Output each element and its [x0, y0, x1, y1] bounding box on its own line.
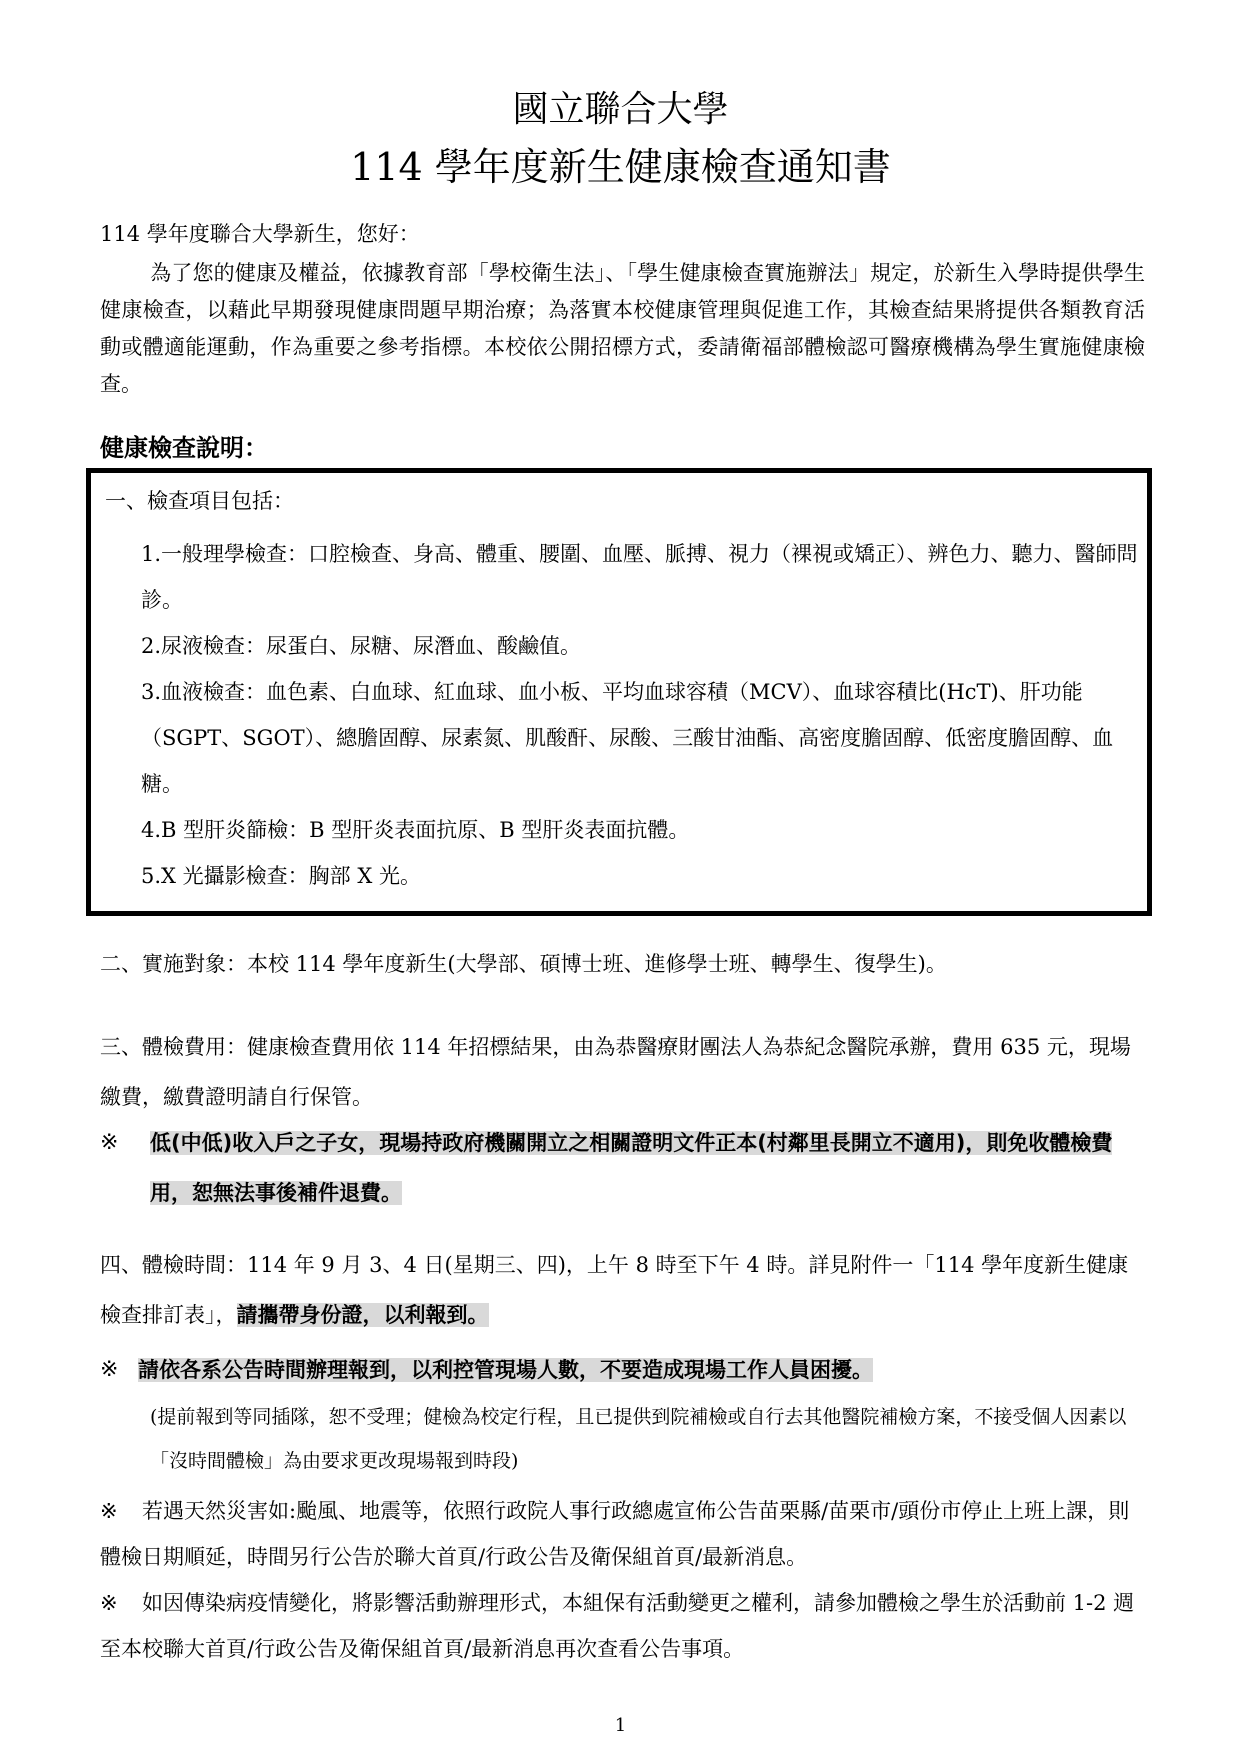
note-mark: ※	[100, 1499, 118, 1523]
exam-item-text: 血液檢查：血色素、白血球、紅血球、血小板、平均血球容積（MCV）、血球容積比(HcT)、肝功能（SGPT、SGOT）、總膽固醇、尿素氮、肌酸酐、尿酸、三酸甘油酯、高密度膽固醇、低密度膽固醇、血糖。	[141, 680, 1114, 796]
exam-item	[141, 807, 1141, 853]
note-mark: ※	[100, 1357, 119, 1382]
note-mark: ※	[100, 1591, 118, 1615]
exam-item-text: 尿液檢查：尿蛋白、尿糖、尿潛血、酸鹼值。	[161, 634, 582, 658]
intro-paragraph	[100, 255, 1145, 403]
exam-item	[141, 853, 1141, 899]
exam-item-number: 1.	[141, 542, 162, 566]
epidemic-note	[100, 1580, 1145, 1672]
intro-text: 為了您的健康及權益，依據教育部「學校衛生法」、「學生健康檢查實施辦法」規定，於新生入學時提供學生健康檢查，以藉此早期發現健康問題早期治療；為落實本校健康管理與促進工作，其檢查結果將提供各類教育活動或體適能運動，作為重要之參考指標。本校依公開招標方式，委請衛福部體檢認可醫療機構為學生實施健康檢查。	[100, 261, 1145, 396]
exam-item-text: B 型肝炎篩檢：B 型肝炎表面抗原、B 型肝炎表面抗體。	[161, 818, 690, 842]
section-time-label: 四、	[100, 1253, 142, 1277]
institution-name: 國立聯合大學	[512, 89, 729, 130]
register-note-text: 請依各系公告時間辦理報到，以利控管現場人數，不要造成現場工作人員困擾。	[138, 1358, 873, 1382]
exam-item	[141, 623, 1141, 669]
section-fee-label: 三、	[100, 1035, 142, 1059]
note-mark: ※	[100, 1130, 119, 1155]
disaster-note	[100, 1488, 1145, 1580]
exam-item-number: 4.	[141, 818, 162, 842]
register-note	[138, 1345, 1133, 1395]
exam-item-number: 2.	[141, 634, 162, 658]
page-number: 1	[614, 1715, 627, 1736]
greeting: 114 學年度聯合大學新生，您好：	[100, 222, 420, 246]
exam-item	[141, 669, 1141, 807]
register-detail: (提前報到等同插隊，恕不受理；健檢為校定行程，且已提供到院補檢或自行去其他醫院補檢方案，不接受個人因素以「沒時間體檢」為由要求更改現場報到時段)	[150, 1406, 1127, 1472]
section-fee-text: 體檢費用：健康檢查費用依 114 年招標結果，由為恭醫療財團法人為恭紀念醫院承辦，費用 635 元，現場繳費，繳費證明請自行保管。	[100, 1035, 1131, 1109]
section-time	[100, 1240, 1145, 1340]
disaster-note-text: 若遇天然災害如:颱風、地震等，依照行政院人事行政總處宣佈公告苗栗縣/苗栗市/頭份市停止上班上課，則體檢日期順延，時間另行公告於聯大首頁/行政公告及衛保組首頁/最新消息。	[100, 1499, 1130, 1569]
document-title: 114 學年度新生健康檢查通知書	[350, 145, 891, 189]
section-time-highlight: 請攜帶身份證，以利報到。	[236, 1303, 489, 1327]
low-income-note	[150, 1118, 1145, 1218]
section-time-text: 體檢時間：114 年 9 月 3、4 日(星期三、四)，上午 8 時至下午 4 時。詳見附件一「114 學年度新生健康檢查排訂表」，	[100, 1253, 1129, 1327]
section-heading: 健康檢查說明：	[100, 434, 268, 462]
exam-item-text: X 光攝影檢查：胸部 X 光。	[161, 864, 421, 888]
exam-item-text: 一般理學檢查：口腔檢查、身高、體重、腰圍、血壓、脈搏、視力（裸視或矯正）、辨色力、聽力、醫師問診。	[141, 542, 1138, 612]
exam-item-number: 3.	[141, 680, 162, 704]
section-target: 二、實施對象：本校 114 學年度新生(大學部、碩博士班、進修學士班、轉學生、復學生)。	[100, 952, 947, 976]
exam-items-title: 一、檢查項目包括：	[105, 489, 294, 513]
exam-item-number: 5.	[141, 864, 162, 888]
epidemic-note-text: 如因傳染病疫情變化，將影響活動辦理形式，本組保有活動變更之權利，請參加體檢之學生於活動前 1-2 週至本校聯大首頁/行政公告及衛保組首頁/最新消息再次查看公告事項。	[100, 1591, 1135, 1661]
low-income-note-text: 低(中低)收入戶之子女，現場持政府機關開立之相關證明文件正本(村鄰里長開立不適用)，則免收體檢費用，恕無法事後補件退費。	[150, 1131, 1113, 1205]
exam-item	[141, 531, 1141, 623]
section-fee	[100, 1022, 1145, 1122]
exam-items-box	[86, 468, 1152, 916]
